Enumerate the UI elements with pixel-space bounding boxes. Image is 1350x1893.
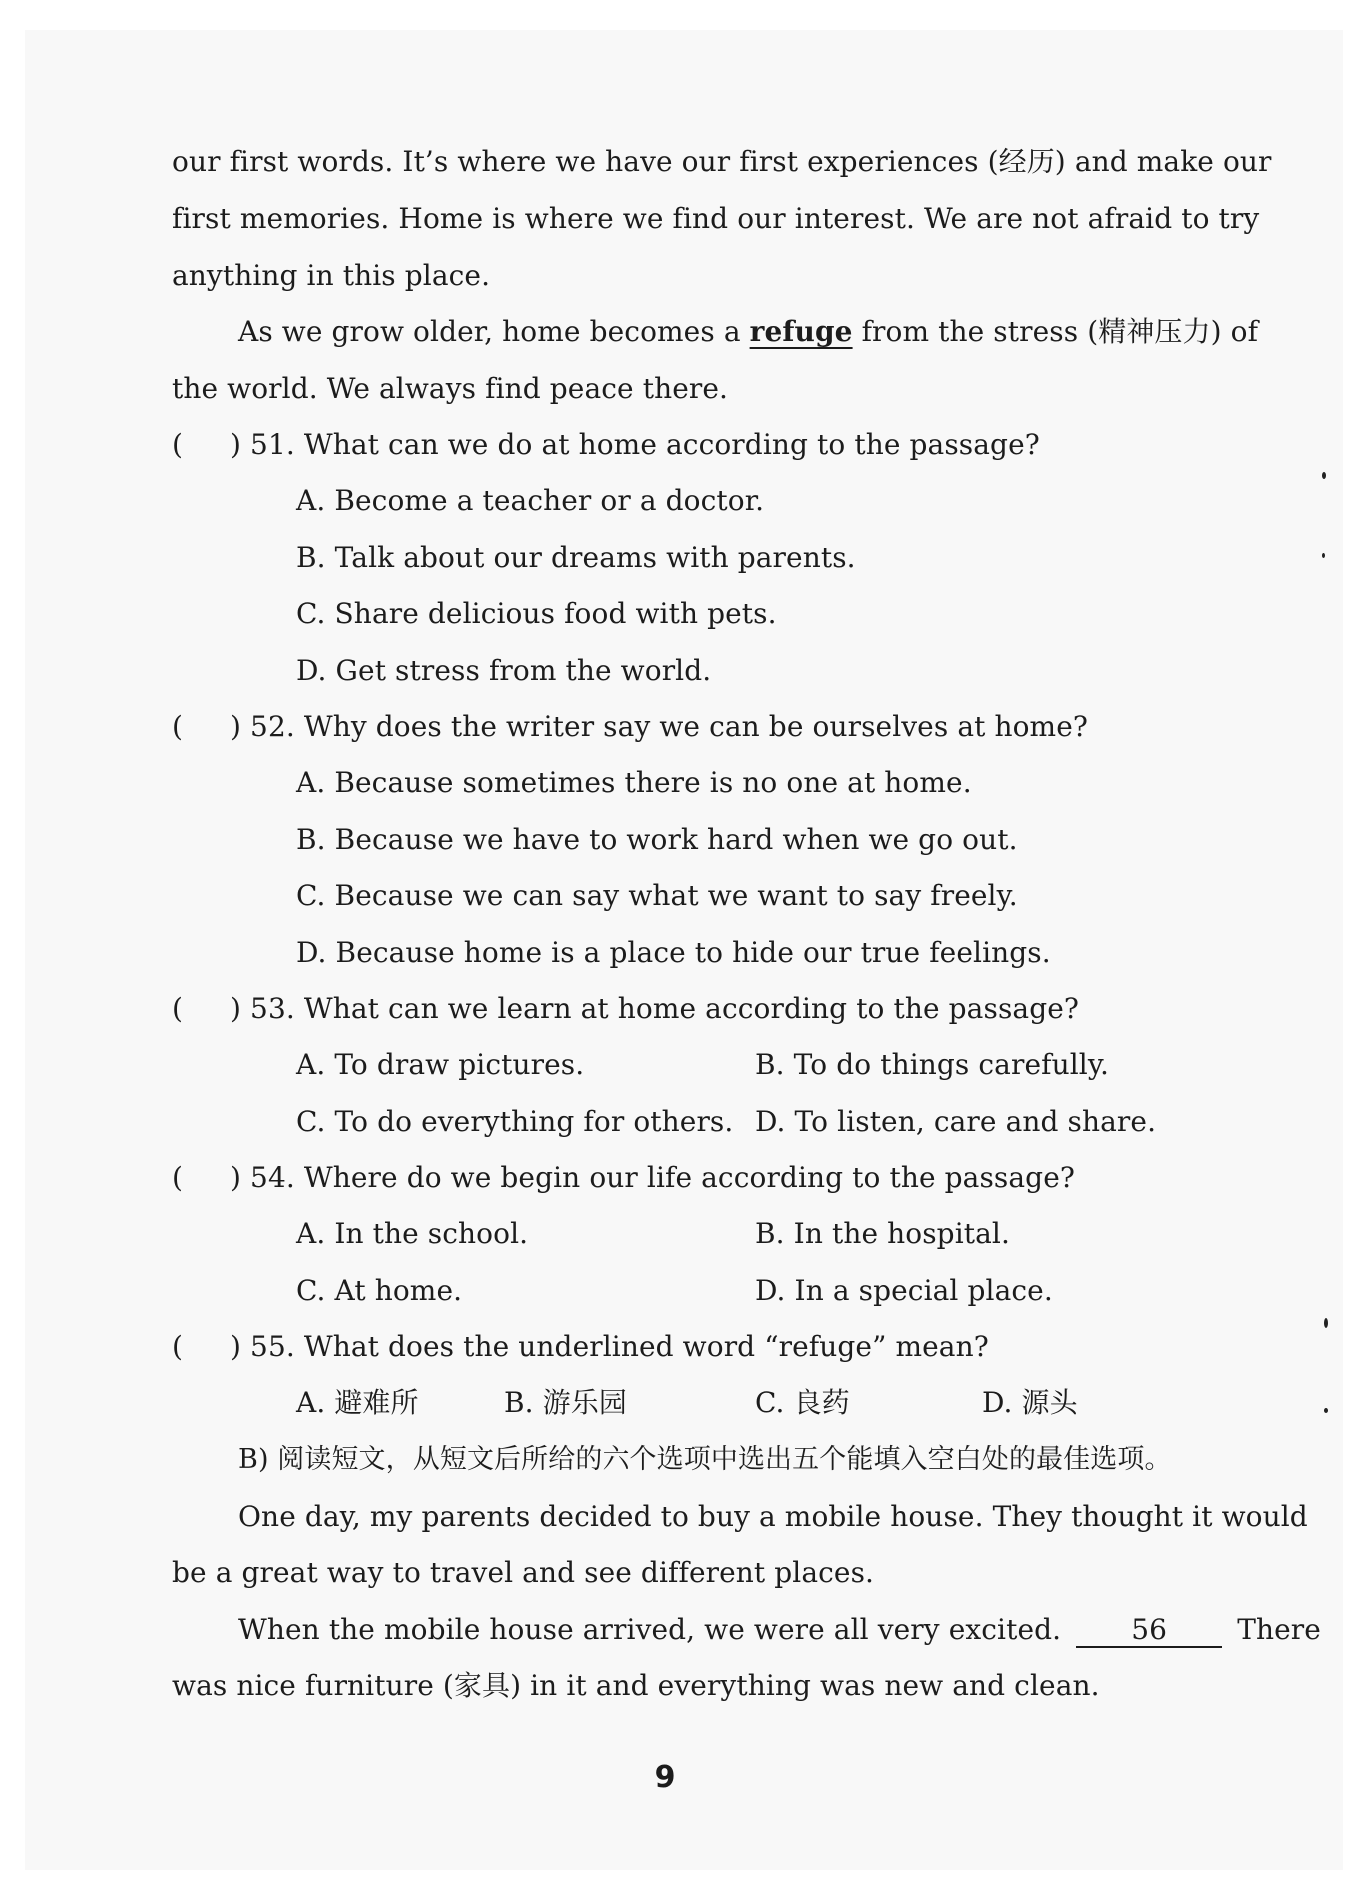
q51-option-a: A. Become a teacher or a doctor.: [296, 484, 765, 517]
passage-line-2: first memories. Home is where we find our interest. We are not afraid to try: [172, 202, 1260, 235]
passage-line-4-end: from the stress (精神压力) of: [852, 315, 1259, 348]
answer-bracket-53: (: [172, 992, 183, 1025]
passage-line-1: our first words. It’s where we have our first experiences (经历) and make our: [172, 145, 1272, 178]
section-b-p2-line2: was nice furniture (家具) in it and everything was new and clean.: [172, 1669, 1100, 1702]
passage-line-4: [238, 312, 1258, 352]
question-55: ) 55. What does the underlined word “refuge” mean?: [230, 1330, 989, 1363]
question-51: ) 51. What can we do at home according to the passage?: [230, 428, 1040, 461]
q54-option-c: C. At home.: [296, 1274, 463, 1307]
q55-option-b: B. 游乐园: [504, 1386, 627, 1419]
section-b-p2-start: When the mobile house arrived, we were all very excited.: [238, 1613, 1062, 1646]
question-52: ) 52. Why does the writer say we can be ourselves at home?: [230, 710, 1088, 743]
q51-option-d: D. Get stress from the world.: [296, 654, 712, 687]
answer-bracket-52: (: [172, 710, 183, 743]
q54-option-b: B. In the hospital.: [755, 1217, 1010, 1250]
scan-speck: [1322, 472, 1326, 479]
q52-option-d: D. Because home is a place to hide our true feelings.: [296, 936, 1051, 969]
q52-option-a: A. Because sometimes there is no one at home.: [296, 766, 972, 799]
q53-option-c: C. To do everything for others.: [296, 1105, 734, 1138]
answer-bracket-51: (: [172, 428, 183, 461]
refuge-word: refuge: [749, 315, 853, 348]
section-b-p1-line1: One day, my parents decided to buy a mobile house. They thought it would: [238, 1500, 1308, 1533]
blank-56[interactable]: 56: [1076, 1614, 1222, 1648]
q51-option-c: C. Share delicious food with pets.: [296, 597, 777, 630]
q55-option-a: A. 避难所: [296, 1386, 419, 1419]
section-b-instruction: B) 阅读短文，从短文后所给的六个选项中选出五个能填入空白处的最佳选项。: [238, 1444, 1172, 1475]
section-b-p1-line2: be a great way to travel and see different places.: [172, 1556, 875, 1589]
scan-speck: [1324, 1408, 1328, 1413]
q51-option-b: B. Talk about our dreams with parents.: [296, 541, 856, 574]
q55-option-c: C. 良药: [755, 1386, 850, 1419]
section-b-p2-there: There: [1237, 1613, 1321, 1646]
q55-option-d: D. 源头: [982, 1386, 1078, 1419]
passage-line-5: the world. We always find peace there.: [172, 372, 729, 405]
answer-bracket-55: (: [172, 1330, 183, 1363]
q54-option-d: D. In a special place.: [755, 1274, 1053, 1307]
passage-line-3: anything in this place.: [172, 259, 491, 292]
scan-speck: [1324, 1318, 1328, 1328]
q53-option-d: D. To listen, care and share.: [755, 1105, 1157, 1138]
section-b-p2-line1: [238, 1610, 1321, 1650]
q52-option-c: C. Because we can say what we want to say freely.: [296, 879, 1018, 912]
passage-line-4-start: As we grow older, home becomes a: [238, 315, 750, 348]
page-number: 9: [654, 1760, 676, 1795]
question-54: ) 54. Where do we begin our life according to the passage?: [230, 1161, 1075, 1194]
answer-bracket-54: (: [172, 1161, 183, 1194]
q52-option-b: B. Because we have to work hard when we go out.: [296, 823, 1018, 856]
question-53: ) 53. What can we learn at home according to the passage?: [230, 992, 1080, 1025]
scan-speck: [1322, 553, 1325, 558]
q53-option-b: B. To do things carefully.: [755, 1048, 1110, 1081]
q54-option-a: A. In the school.: [296, 1217, 529, 1250]
q53-option-a: A. To draw pictures.: [296, 1048, 585, 1081]
